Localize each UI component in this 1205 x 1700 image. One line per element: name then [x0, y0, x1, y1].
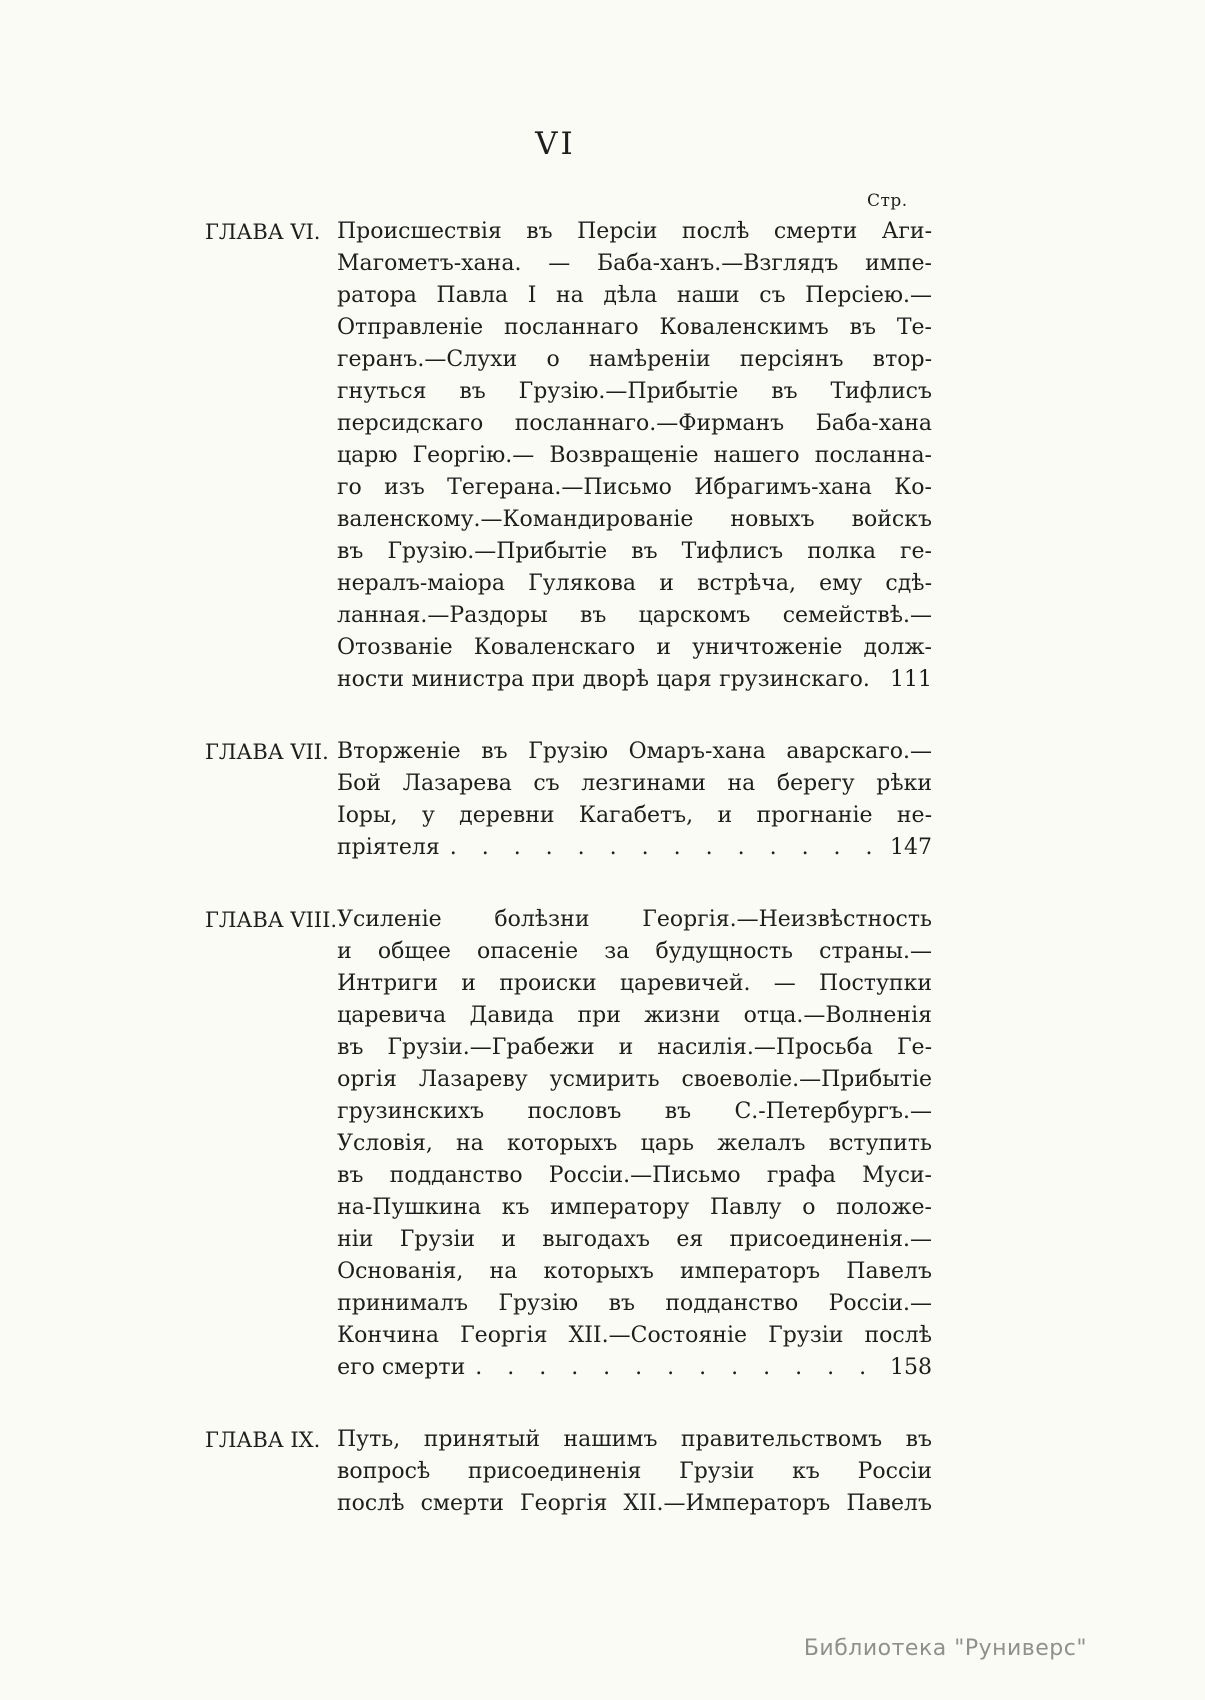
dotted-leader [475, 1352, 882, 1384]
summary-line: Кончина Георгія XII.—Состояніе Грузіи послѣ [337, 1323, 932, 1348]
summary-line: Бой Лазарева съ лезгинами на берегу рѣки [337, 771, 932, 796]
library-watermark: Библиотека "Руниверс" [803, 1636, 1087, 1661]
toc-entry [205, 1424, 932, 1520]
summary-line: нералъ-маіора Гулякова и встрѣча, ему сдѣ- [337, 571, 932, 596]
chapter-page-number: 147 [890, 835, 932, 860]
chapter-label: ГЛАВА VII. [205, 740, 329, 764]
page-column-header: Стр. [867, 191, 908, 211]
summary-line: Іоры, у деревни Кагабетъ, и прогнаніе не- [337, 803, 932, 828]
summary-line: Условія, на которыхъ царь желалъ вступить [337, 1131, 932, 1156]
summary-line: геранъ.—Слухи о намѣреніи персіянъ втор- [337, 347, 932, 372]
dotted-leader [450, 832, 882, 864]
summary-line: гнуться въ Грузію.—Прибытіе въ Тифлисъ [337, 379, 932, 404]
summary-line: и общее опасеніе за будущность страны.— [337, 939, 932, 964]
summary-line: въ подданство Россіи.—Письмо графа Муси- [337, 1163, 932, 1188]
summary-line: Путь, принятый нашимъ правительствомъ въ [337, 1427, 932, 1452]
summary-line: ніи Грузіи и выгодахъ ея присоединенія.— [337, 1227, 932, 1252]
summary-line: царевича Давида при жизни отца.—Волненія [337, 1003, 932, 1028]
chapter-page-number: 111 [890, 667, 933, 692]
summary-line: Усиленіе болѣзни Георгія.—Неизвѣстность [337, 907, 932, 932]
summary-last-line [337, 1352, 932, 1384]
summary-line: Вторженіе въ Грузію Омаръ-хана аварскаго.— [337, 739, 932, 764]
summary-line: персидскаго посланнаго.—Фирманъ Баба-хана [337, 411, 932, 436]
summary-line: Отправленіе посланнаго Коваленскимъ въ Те- [337, 315, 932, 340]
summary-line: въ Грузіи.—Грабежи и насилія.—Просьба Ге- [337, 1035, 932, 1060]
summary-line: Отозваніе Коваленскаго и уничтоженіе долж- [337, 635, 932, 660]
table-of-contents [205, 216, 932, 1560]
summary-line: на-Пушкина къ императору Павлу о положе- [337, 1195, 932, 1220]
chapter-label: ГЛАВА VIII. [205, 908, 338, 932]
summary-line: Основанія, на которыхъ императоръ Павелъ [337, 1259, 932, 1284]
summary-tail-text: пріятеля [337, 835, 440, 860]
summary-last-line [337, 832, 932, 864]
page-number-heading: VI [535, 126, 576, 162]
summary-line: грузинскихъ пословъ въ С.-Петербургъ.— [337, 1099, 932, 1124]
chapter-label: ГЛАВА VI. [205, 220, 321, 244]
chapter-summary [337, 1424, 932, 1520]
summary-line: го изъ Тегерана.—Письмо Ибрагимъ-хана Ко- [337, 475, 932, 500]
summary-line: царю Георгію.— Возвращеніе нашего посланна- [337, 443, 932, 468]
summary-line: вопросѣ присоединенія Грузіи къ Россіи [337, 1459, 932, 1484]
chapter-label: ГЛАВА IX. [205, 1428, 321, 1452]
toc-entry [205, 216, 932, 696]
toc-entry [205, 904, 932, 1384]
summary-tail-text: его смерти [337, 1355, 466, 1380]
summary-line: ланная.—Раздоры въ царскомъ семействѣ.— [337, 603, 932, 628]
summary-line: Магометъ-хана. — Баба-ханъ.—Взглядъ импе- [337, 251, 932, 276]
chapter-page-number: 158 [890, 1355, 932, 1380]
summary-line: въ Грузію.—Прибытіе въ Тифлисъ полка ге- [337, 539, 932, 564]
toc-entry [205, 736, 932, 864]
chapter-summary [337, 736, 932, 864]
summary-line: Интриги и происки царевичей. — Поступки [337, 971, 932, 996]
summary-last-line [337, 664, 932, 696]
chapter-summary [337, 904, 932, 1384]
summary-line: ратора Павла I на дѣла наши съ Персіею.— [337, 283, 932, 308]
summary-line: валенскому.—Командированіе новыхъ войскъ [337, 507, 932, 532]
summary-line: Происшествія въ Персіи послѣ смерти Аги- [337, 219, 932, 244]
summary-line: послѣ смерти Георгія XII.—Императоръ Павелъ [337, 1491, 932, 1516]
summary-tail-text: ности министра при дворѣ царя грузинскаго. [337, 667, 870, 692]
summary-line: принималъ Грузію въ подданство Россіи.— [337, 1291, 932, 1316]
chapter-summary [337, 216, 932, 696]
summary-line: оргія Лазареву усмирить своеволіе.—Прибытіе [337, 1067, 932, 1092]
